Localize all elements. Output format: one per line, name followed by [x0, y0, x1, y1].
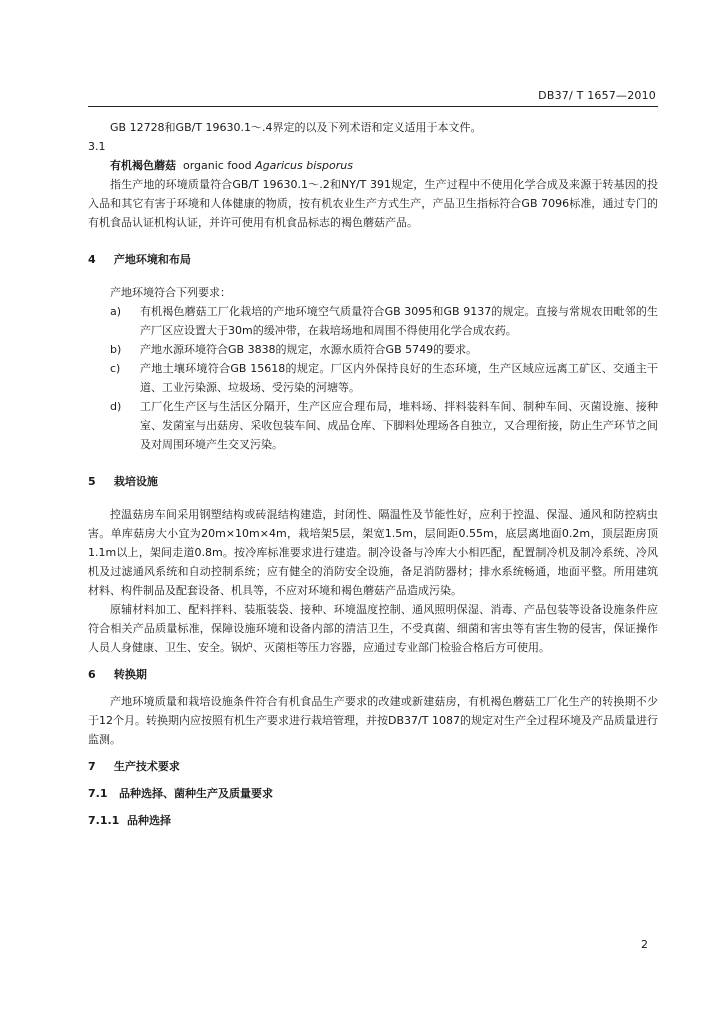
section-5-number: 5: [88, 475, 96, 488]
section-6-paragraph: 产地环境质量和栽培设施条件符合有机食品生产要求的改建或新建菇房，有机褐色蘑菇工厂化生产的转换期不少于12个月。转换期内应按照有机生产要求进行栽培管理，并按DB37/T 1087的规定对生产全过程环境及产品质量进行监测。: [88, 695, 658, 746]
section-5-title: 栽培设施: [113, 475, 158, 488]
section-6-title: 转换期: [113, 668, 147, 681]
term-number: 3.1: [88, 140, 106, 153]
section-7-1-heading: [88, 784, 658, 803]
term-name-en: organic food: [183, 159, 252, 172]
section-4-intro: 产地环境符合下列要求：: [110, 286, 231, 299]
section-5-heading: [88, 472, 658, 491]
page-number: 2: [641, 938, 648, 951]
section-4-heading: [88, 250, 658, 269]
document-body: [88, 118, 658, 830]
list-item: [88, 340, 658, 359]
section-7-1-1-heading: [88, 811, 658, 830]
list-text: 工厂化生产区与生活区分隔开，生产区应合理布局，堆料场、拌料装料车间、制种车间、灭菌设施、接种室、发菌室与出菇房、采收包装车间、成品仓库、下脚料处理场各自独立，又合理衔接，防止生产环节之间及对周围环境产生交叉污染。: [140, 400, 658, 451]
section-5-paragraph-2: 原辅材料加工、配料拌料、装瓶装袋、接种、环境温度控制、通风照明保湿、消毒、产品包装等设备设施条件应符合相关产品质量标准，保障设施环境和设备内部的清洁卫生，不受真菌、细菌和害虫等有害生物的侵害，保证操作人员人身健康、卫生、安全。锅炉、灭菌柜等压力容器，应通过专业部门检验合格后方可使用。: [88, 603, 658, 654]
definitions-intro: GB 12728和GB/T 19630.1～.4界定的以及下列术语和定义适用于本文件。: [110, 121, 482, 134]
list-item: [88, 302, 658, 340]
list-item: [88, 397, 658, 454]
term-name-latin: Agaricus bisporus: [255, 159, 353, 172]
list-item: [88, 359, 658, 397]
section-7-heading: [88, 757, 658, 776]
section-7-1-1-title: 品种选择: [127, 814, 171, 827]
section-4-title: 产地环境和布局: [113, 253, 191, 266]
document-code: DB37/ T 1657—2010: [538, 89, 656, 102]
section-7-number: 7: [88, 760, 96, 773]
section-5-paragraph-1: 控温菇房车间采用钢塑结构或砖混结构建造，封闭性、隔温性及节能性好，应利于控温、保湿、通风和防控病虫害。单库菇房大小宜为20m×10m×4m，栽培架5层，架宽1.5m，层间距0.55m，底层离地面0.2m，顶层距房顶1.1m以上，架间走道0.8m。按冷库标准要求进行建造。制冷设备与冷库大小相匹配，配置制冷机及制冷系统、冷风机及过滤通风系统和自动控制系统；应有健全的消防安全设施，备足消防器材；排水系统畅通，地面平整。所用建筑材料、构件制品及配套设备、机具等，不应对环境和褐色蘑菇产品造成污染。: [88, 508, 658, 597]
section-7-1-title: 品种选择、菌种生产及质量要求: [119, 787, 273, 800]
list-marker: d): [110, 400, 122, 413]
section-6-number: 6: [88, 668, 96, 681]
section-7-1-number: 7.1: [88, 787, 108, 800]
section-4-number: 4: [88, 253, 96, 266]
list-text: 产地水源环境符合GB 3838的规定，水源水质符合GB 5749的要求。: [140, 343, 478, 356]
term-name-cn: 有机褐色蘑菇: [110, 159, 176, 172]
list-marker: c): [110, 362, 121, 375]
header-divider: [88, 106, 658, 107]
list-text: 有机褐色蘑菇工厂化栽培的产地环境空气质量符合GB 3095和GB 9137的规定。直接与常规农田毗邻的生产厂区应设置大于30m的缓冲带，在栽培场地和周围不得使用化学合成农药。: [140, 305, 658, 337]
section-7-1-1-number: 7.1.1: [88, 814, 120, 827]
term-definition: 指生产地的环境质量符合GB/T 19630.1～.2和NY/T 391规定，生产过程中不使用化学合成及来源于转基因的投入品和其它有害于环境和人体健康的物质，按有机农业生产方式生产，产品卫生指标符合GB 7096标准，通过专门的有机食品认证机构认证，并许可使用有机食品标志的褐色蘑菇产品。: [88, 178, 658, 229]
list-text: 产地土壤环境符合GB 15618的规定。厂区内外保持良好的生态环境，生产区域应远离工矿区、交通主干道、工业污染源、垃圾场、受污染的河塘等。: [140, 362, 658, 394]
section-7-title: 生产技术要求: [113, 760, 180, 773]
list-marker: b): [110, 343, 122, 356]
term-heading: [88, 156, 658, 175]
section-6-heading: [88, 665, 658, 684]
list-marker: a): [110, 305, 122, 318]
